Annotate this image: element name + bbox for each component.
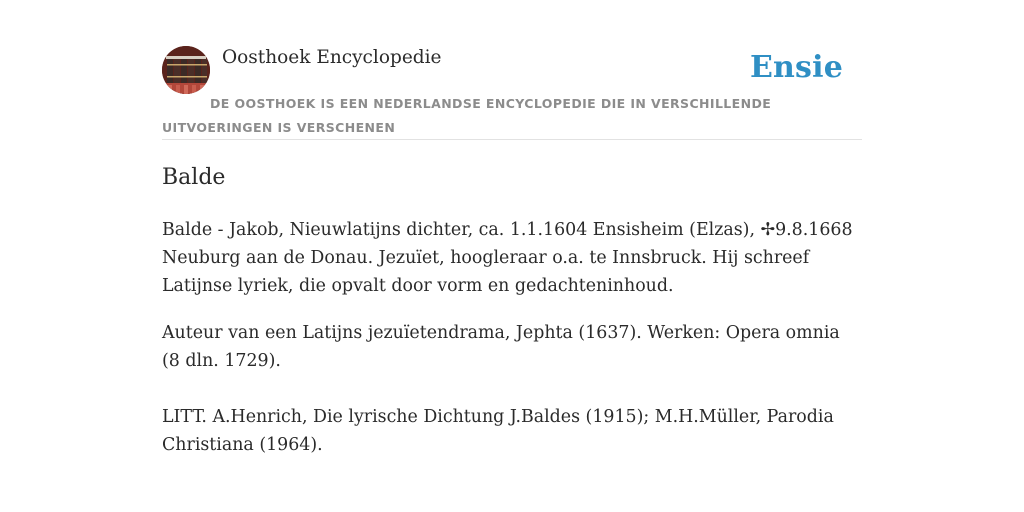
article (162, 164, 862, 459)
site-header (162, 46, 862, 140)
article-title: Balde (162, 165, 226, 190)
encyclopedia-books-icon[interactable] (162, 46, 210, 94)
article-paragraph: Auteur van een Latijns jezuïetendrama, Jephta (1637). Werken: Opera omnia (8 dln. 1729). (162, 323, 840, 371)
brand-logo-link[interactable]: Ensie (749, 50, 843, 85)
site-title[interactable]: Oosthoek Encyclopedie (222, 47, 442, 68)
article-paragraph: Balde - Jakob, Nieuwlatijns dichter, ca. 1.1.1604 Ensisheim (Elzas), ✢9.8.1668 Neuburg aan de Donau. Jezuïet, hoogleraar o.a. te Innsbruck. Hij schreef Latijnse lyriek, die opvalt door vorm en gedachteninhoud. (162, 220, 853, 296)
article-literature: LITT. A.Henrich, Die lyrische Dichtung J.Baldes (1915); M.H.Müller, Parodia Christiana (1964). (162, 407, 834, 455)
site-tagline: DE OOSTHOEK IS EEN NEDERLANDSE ENCYCLOPEDIE DIE IN VERSCHILLENDE UITVOERINGEN IS VERSCHENEN (162, 96, 772, 135)
